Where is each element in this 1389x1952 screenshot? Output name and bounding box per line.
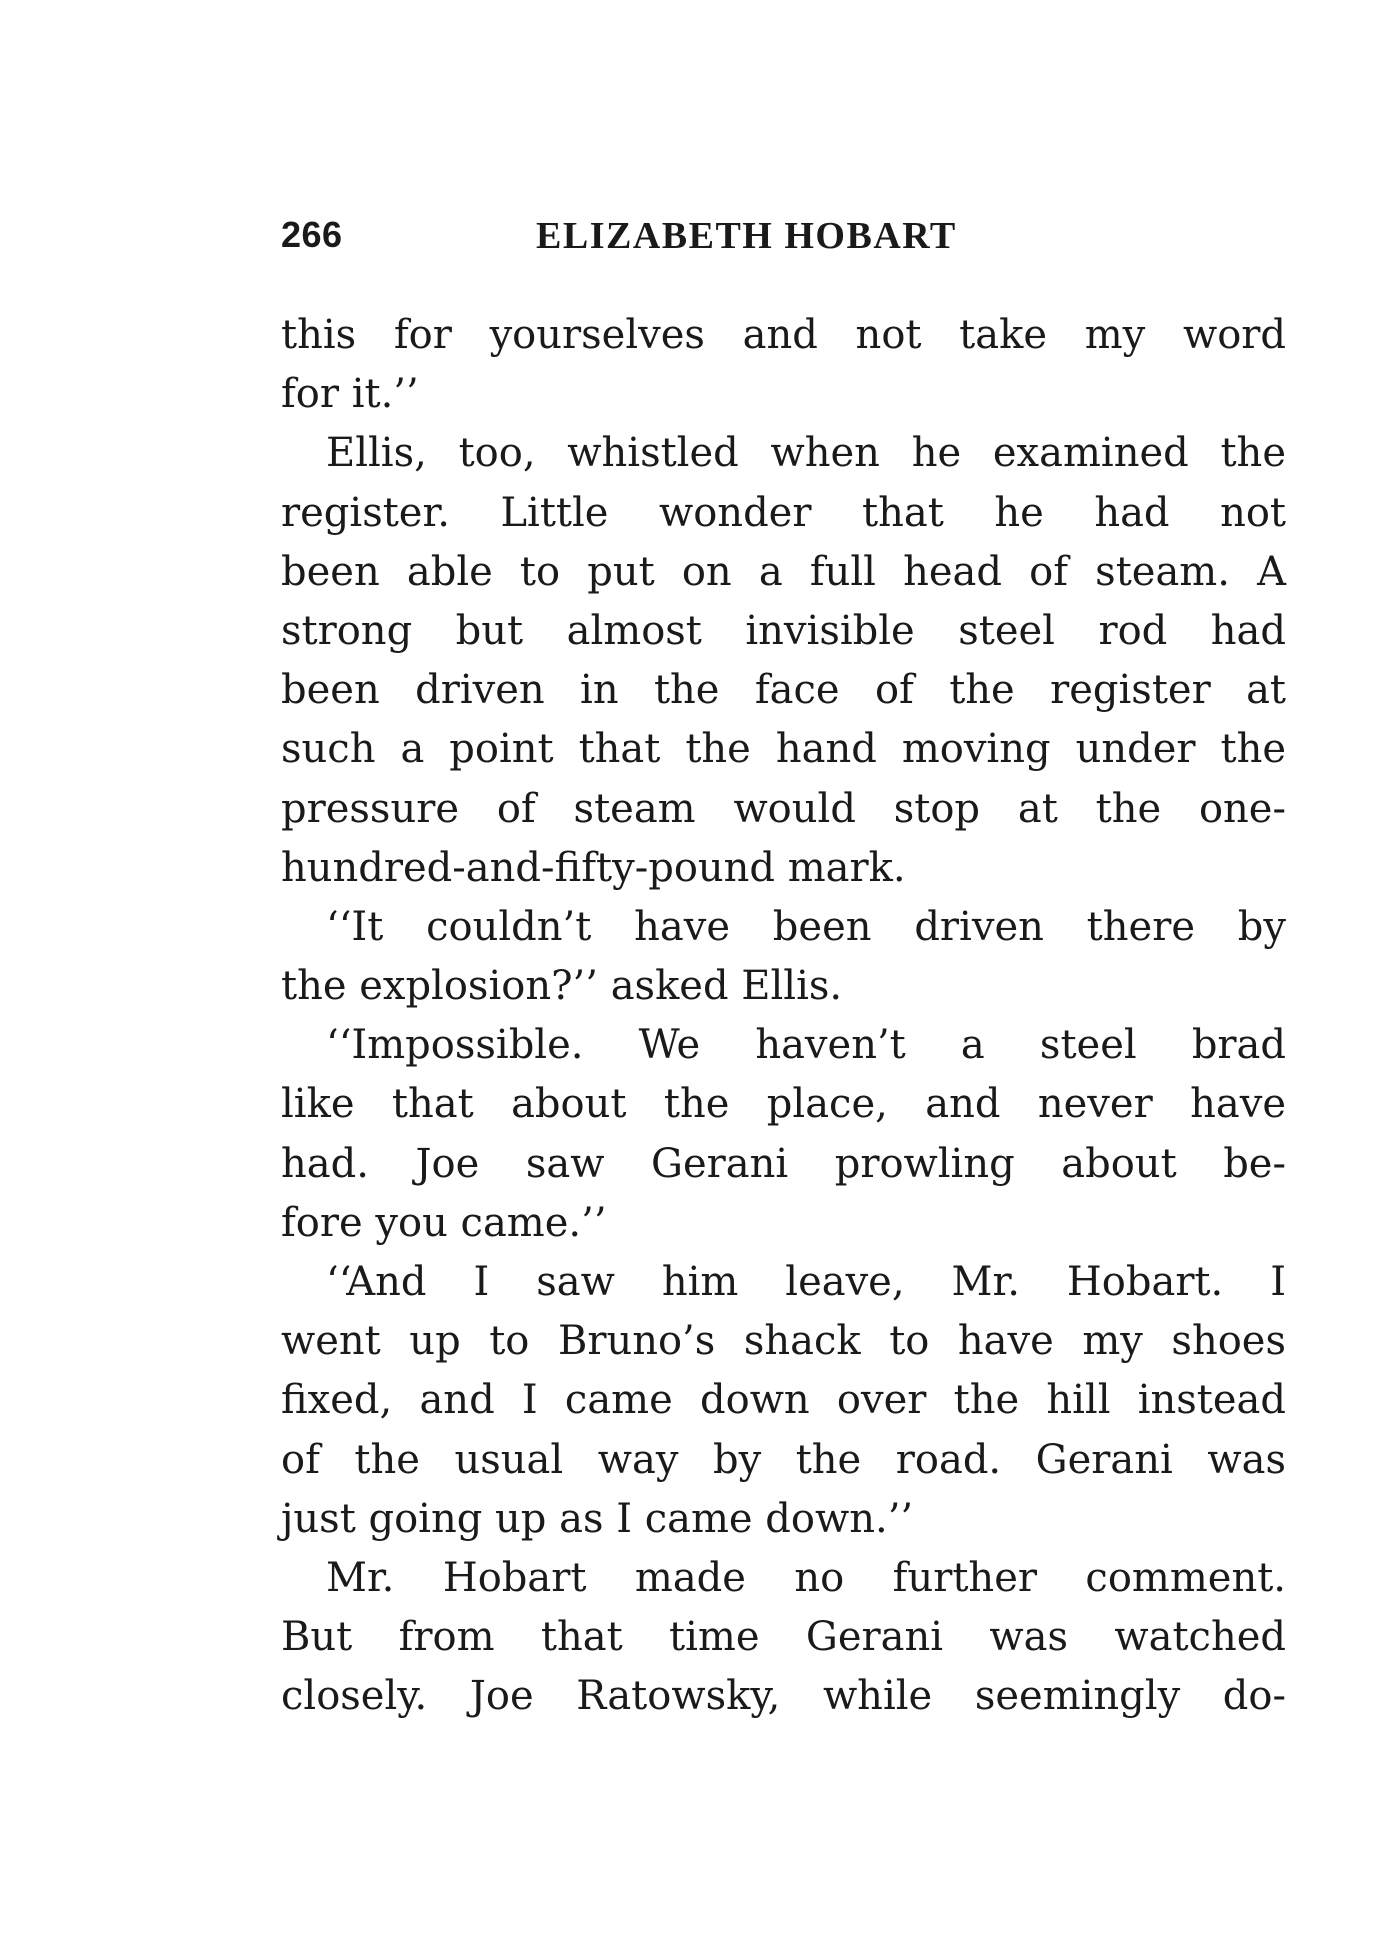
text-line: for it.’’ — [281, 371, 419, 418]
text-line: register. Little wonder that he had not — [281, 489, 1286, 536]
page-number: 266 — [281, 214, 343, 255]
running-head: ELIZABETH HOBART — [536, 215, 957, 257]
text-line: Mr. Hobart made no further comment. — [326, 1554, 1286, 1601]
text-line: closely. Joe Ratowsky, while seemingly do- — [281, 1673, 1286, 1720]
text-line: had. Joe saw Gerani prowling about be- — [281, 1140, 1286, 1187]
page-header — [281, 214, 1038, 264]
text-line: been driven in the face of the register at — [281, 667, 1286, 714]
text-line: of the usual way by the road. Gerani was — [281, 1436, 1286, 1483]
text-line: fixed, and I came down over the hill instead — [281, 1377, 1286, 1424]
text-line: Ellis, too, whistled when he examined the — [326, 430, 1286, 477]
text-line: pressure of steam would stop at the one- — [281, 785, 1286, 832]
text-line: like that about the place, and never have — [281, 1081, 1286, 1128]
text-line: this for yourselves and not take my word — [281, 312, 1286, 358]
text-line: ‘‘Impossible. We haven’t a steel brad — [326, 1022, 1286, 1069]
text-line: ‘‘And I saw him leave, Mr. Hobart. I — [326, 1259, 1286, 1305]
body-text — [281, 306, 1286, 1727]
text-line: strong but almost invisible steel rod had — [281, 607, 1286, 654]
text-line: went up to Bruno’s shack to have my shoes — [281, 1318, 1286, 1365]
text-line: hundred-and-fifty-pound mark. — [281, 844, 906, 891]
text-line: fore you came.’’ — [281, 1199, 607, 1246]
text-line: been able to put on a full head of steam. A — [281, 548, 1286, 595]
text-line: ‘‘It couldn’t have been driven there by — [326, 903, 1286, 950]
text-line: the explosion?’’ asked Ellis. — [281, 963, 843, 1010]
text-line: just going up as I came down.’’ — [281, 1495, 914, 1542]
text-line: such a point that the hand moving under the — [281, 726, 1286, 773]
text-line: But from that time Gerani was watched — [281, 1614, 1286, 1661]
